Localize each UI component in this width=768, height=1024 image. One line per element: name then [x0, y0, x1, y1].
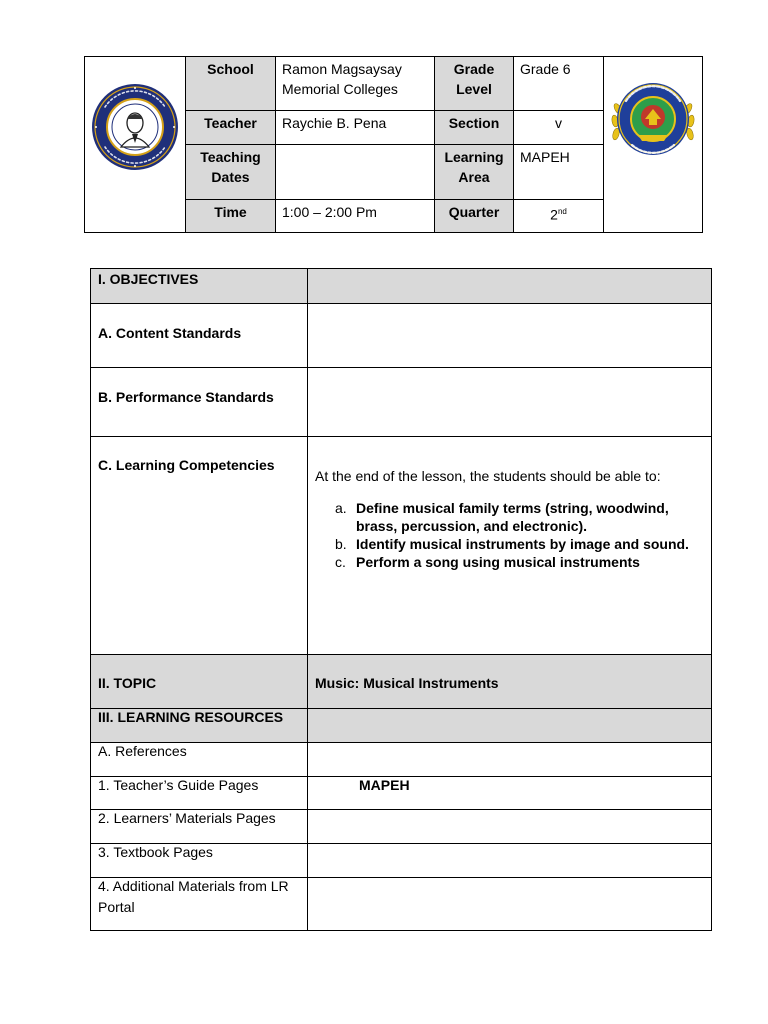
learning-competencies-value	[307, 437, 711, 654]
learning-competencies-label: C. Learning Competencies	[98, 457, 275, 473]
section-value: v	[513, 110, 603, 144]
learning-competencies-row	[91, 436, 711, 654]
school-label: School	[185, 57, 275, 110]
topic-value: Music: Musical Instruments	[307, 655, 711, 708]
performance-standards-label: B. Performance Standards	[98, 389, 274, 405]
teaching-dates-value	[275, 144, 434, 199]
textbook-pages-label: 3. Textbook Pages	[98, 844, 213, 860]
left-logo-cell	[85, 57, 185, 232]
additional-materials-row	[91, 877, 711, 930]
learners-materials-label: 2. Learners’ Materials Pages	[98, 810, 276, 826]
competencies-list	[308, 499, 704, 571]
content-standards-value	[307, 304, 711, 367]
learning-resources-label: III. LEARNING RESOURCES	[98, 709, 284, 725]
right-logo-cell	[603, 57, 702, 232]
teacher-label: Teacher	[185, 110, 275, 144]
learners-materials-value	[307, 810, 711, 843]
school-seal-logo	[85, 57, 185, 232]
quarter-value: 2nd	[513, 199, 603, 232]
objectives-label: I. OBJECTIVES	[98, 271, 199, 287]
content-standards-row	[91, 303, 711, 367]
time-value: 1:00 – 2:00 Pm	[275, 199, 434, 232]
additional-materials-value	[307, 878, 711, 930]
objectives-value	[307, 269, 711, 303]
learners-materials-row	[91, 809, 711, 843]
grade-level-label: Grade Level	[434, 57, 513, 110]
teacher-education-program-logo	[604, 57, 702, 232]
topic-label: II. TOPIC	[98, 675, 157, 691]
teachers-guide-label: 1. Teacher’s Guide Pages	[98, 777, 259, 793]
objectives-row	[91, 269, 711, 303]
topic-row	[91, 654, 711, 708]
quarter-label: Quarter	[434, 199, 513, 232]
references-row	[91, 742, 711, 776]
learning-area-value: MAPEH	[513, 144, 603, 199]
teachers-guide-row	[91, 776, 711, 809]
learning-resources-row	[91, 708, 711, 742]
learning-resources-value	[307, 709, 711, 742]
additional-materials-label: 4. Additional Materials from LR Portal	[98, 878, 289, 915]
content-standards-label: A. Content Standards	[98, 325, 242, 341]
lesson-plan-table	[90, 268, 712, 931]
header-table	[84, 56, 703, 233]
list-item: a. Define musical family terms (string, woodwind, brass, percussion, and electronic).	[335, 500, 669, 534]
list-item: c. Perform a song using musical instruments	[335, 554, 640, 570]
teacher-value: Raychie B. Pena	[275, 110, 434, 144]
learning-area-label: Learning Area	[434, 144, 513, 199]
competencies-intro: At the end of the lesson, the students should be able to:	[315, 468, 661, 484]
performance-standards-value	[307, 368, 711, 436]
teachers-guide-value: MAPEH	[307, 777, 711, 809]
time-label: Time	[185, 199, 275, 232]
performance-standards-row	[91, 367, 711, 436]
quarter-suffix: nd	[557, 207, 567, 216]
teaching-dates-label: Teaching Dates	[185, 144, 275, 199]
list-item: b. Identify musical instruments by image and sound.	[335, 536, 689, 552]
school-value: Ramon Magsaysay Memorial Colleges	[275, 57, 434, 110]
references-label: A. References	[98, 743, 187, 759]
references-value	[307, 743, 711, 776]
textbook-pages-value	[307, 844, 711, 877]
textbook-pages-row	[91, 843, 711, 877]
grade-level-value: Grade 6	[513, 57, 603, 110]
section-label: Section	[434, 110, 513, 144]
